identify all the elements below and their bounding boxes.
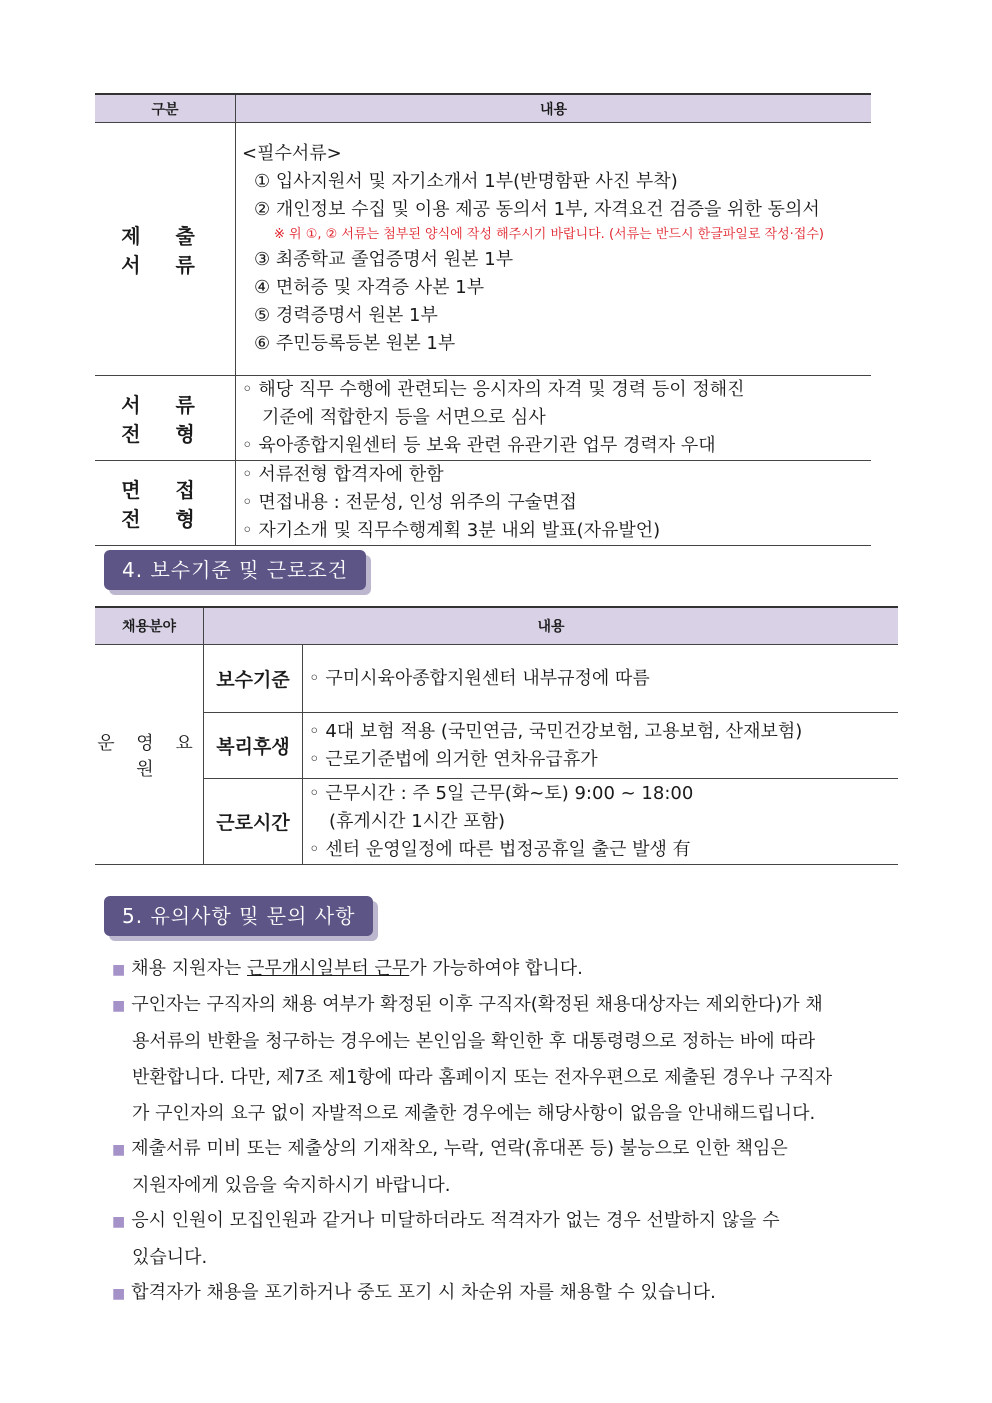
header-field: 채용분야 [95,607,204,645]
row-screening-label: 서 류 전 형 [95,376,236,461]
doc-item-2: ② 개인정보 수집 및 이용 제공 동의서 1부, 자격요건 검증을 위한 동의서 [254,199,820,220]
note-2 [112,987,902,1132]
label-welfare: 복리후생 [204,713,303,779]
hours-line-3: ◦ 센터 운영일정에 따른 법정공휴일 출근 발생 有 [309,838,691,860]
doc-item-6: ⑥ 주민등록등본 원본 1부 [254,333,456,354]
note-1-text-b: 가 가능하여야 합니다. [409,958,583,979]
group-operations-staff: 운 영 요 원 [95,645,204,865]
doc-item-4: ④ 면허증 및 자격증 사본 1부 [254,277,485,298]
note-3-line-1: 제출서류 미비 또는 제출상의 기재착오, 누락, 연락(휴대폰 등) 불능으로 인한 책임은 [131,1138,788,1159]
section-5-heading: 5. 유의사항 및 문의 사항 [104,896,373,936]
note-2-line-3: 반환합니다. 다만, 제7조 제1항에 따라 홈페이지 또는 전자우편으로 제출된 경우나 구직자 [132,1067,833,1088]
note-3-line-2: 지원자에게 있음을 숙지하시기 바랍니다. [132,1175,451,1196]
salary-line-1: ◦ 구미시육아종합지원센터 내부규정에 따름 [309,667,650,689]
row-interview-label: 면 접 전 형 [95,461,236,546]
bullet-icon: ■ [112,998,126,1014]
interview-line-2: ◦ 면접내용 : 전문성, 인성 위주의 구술면접 [242,492,577,513]
note-3 [112,1131,902,1204]
required-docs-heading: <필수서류> [242,143,342,164]
note-1 [112,951,902,988]
working-hours-content [303,779,899,865]
bullet-icon: ■ [112,1214,126,1230]
header-content: 내용 [204,607,899,645]
salary-conditions-table [95,606,898,865]
header-content: 내용 [236,94,872,123]
screening-line-3: ◦ 육아종합지원센터 등 보육 관련 유관기관 업무 경력자 우대 [242,435,716,456]
note-1-underlined: 근무개시일부터 근무 [247,958,410,979]
note-2-line-4: 가 구인자의 요구 없이 자발적으로 제출한 경우에는 해당사항이 없음을 안내해드립니다. [132,1103,816,1124]
row-documents-content [236,123,872,376]
note-5 [112,1275,902,1312]
note-4-line-2: 있습니다. [132,1247,208,1268]
welfare-content [303,713,899,779]
row-documents-label: 제 출 서 류 [95,123,236,376]
screening-line-2: 기준에 적합한지 등을 서면으로 심사 [262,407,546,428]
welfare-line-2: ◦ 근로기준법에 의거한 연차유급휴가 [309,748,598,770]
doc-item-1: ① 입사지원서 및 자기소개서 1부(반명함판 사진 부착) [254,171,678,192]
row-interview-content [236,461,872,546]
hours-line-2: (휴게시간 1시간 포함) [329,810,506,832]
interview-line-1: ◦ 서류전형 합격자에 한함 [242,464,444,485]
row-screening-content [236,376,872,461]
section-4-heading: 4. 보수기준 및 근로조건 [104,550,366,590]
bullet-icon: ■ [112,962,126,978]
doc-item-5: ⑤ 경력증명서 원본 1부 [254,305,438,326]
note-4-line-1: 응시 인원이 모집인원과 같거나 미달하더라도 적격자가 없는 경우 선발하지 않을 수 [131,1210,780,1231]
note-4 [112,1203,902,1276]
note-1-text-a: 채용 지원자는 [131,958,248,979]
application-documents-table [95,93,871,546]
hours-line-1: ◦ 근무시간 : 주 5일 근무(화~토) 9:00 ~ 18:00 [309,782,694,804]
bullet-icon: ■ [112,1286,126,1302]
doc-item-3: ③ 최종학교 졸업증명서 원본 1부 [254,249,514,270]
header-category: 구분 [95,94,236,123]
bullet-icon: ■ [112,1142,126,1158]
welfare-line-1: ◦ 4대 보험 적용 (국민연금, 국민건강보험, 고용보험, 산재보험) [309,720,803,742]
label-working-hours: 근로시간 [204,779,303,865]
note-5-text: 합격자가 채용을 포기하거나 중도 포기 시 차순위 자를 채용할 수 있습니다. [131,1282,716,1303]
note-2-line-2: 용서류의 반환을 청구하는 경우에는 본인임을 확인한 후 대통령령으로 정하는 바에 따라 [132,1031,816,1052]
doc-note: ※ 위 ①, ② 서류는 첨부된 양식에 작성 해주시기 바랍니다. (서류는 반드시 한글파일로 작성·접수) [274,227,824,242]
salary-content [303,645,899,713]
interview-line-3: ◦ 자기소개 및 직무수행계획 3분 내외 발표(자유발언) [242,520,661,541]
note-2-line-1: 구인자는 구직자의 채용 여부가 확정된 이후 구직자(확정된 채용대상자는 제외한다)가 채 [131,994,823,1015]
label-salary: 보수기준 [204,645,303,713]
screening-line-1: ◦ 해당 직무 수행에 관련되는 응시자의 자격 및 경력 등이 정해진 [242,379,745,400]
